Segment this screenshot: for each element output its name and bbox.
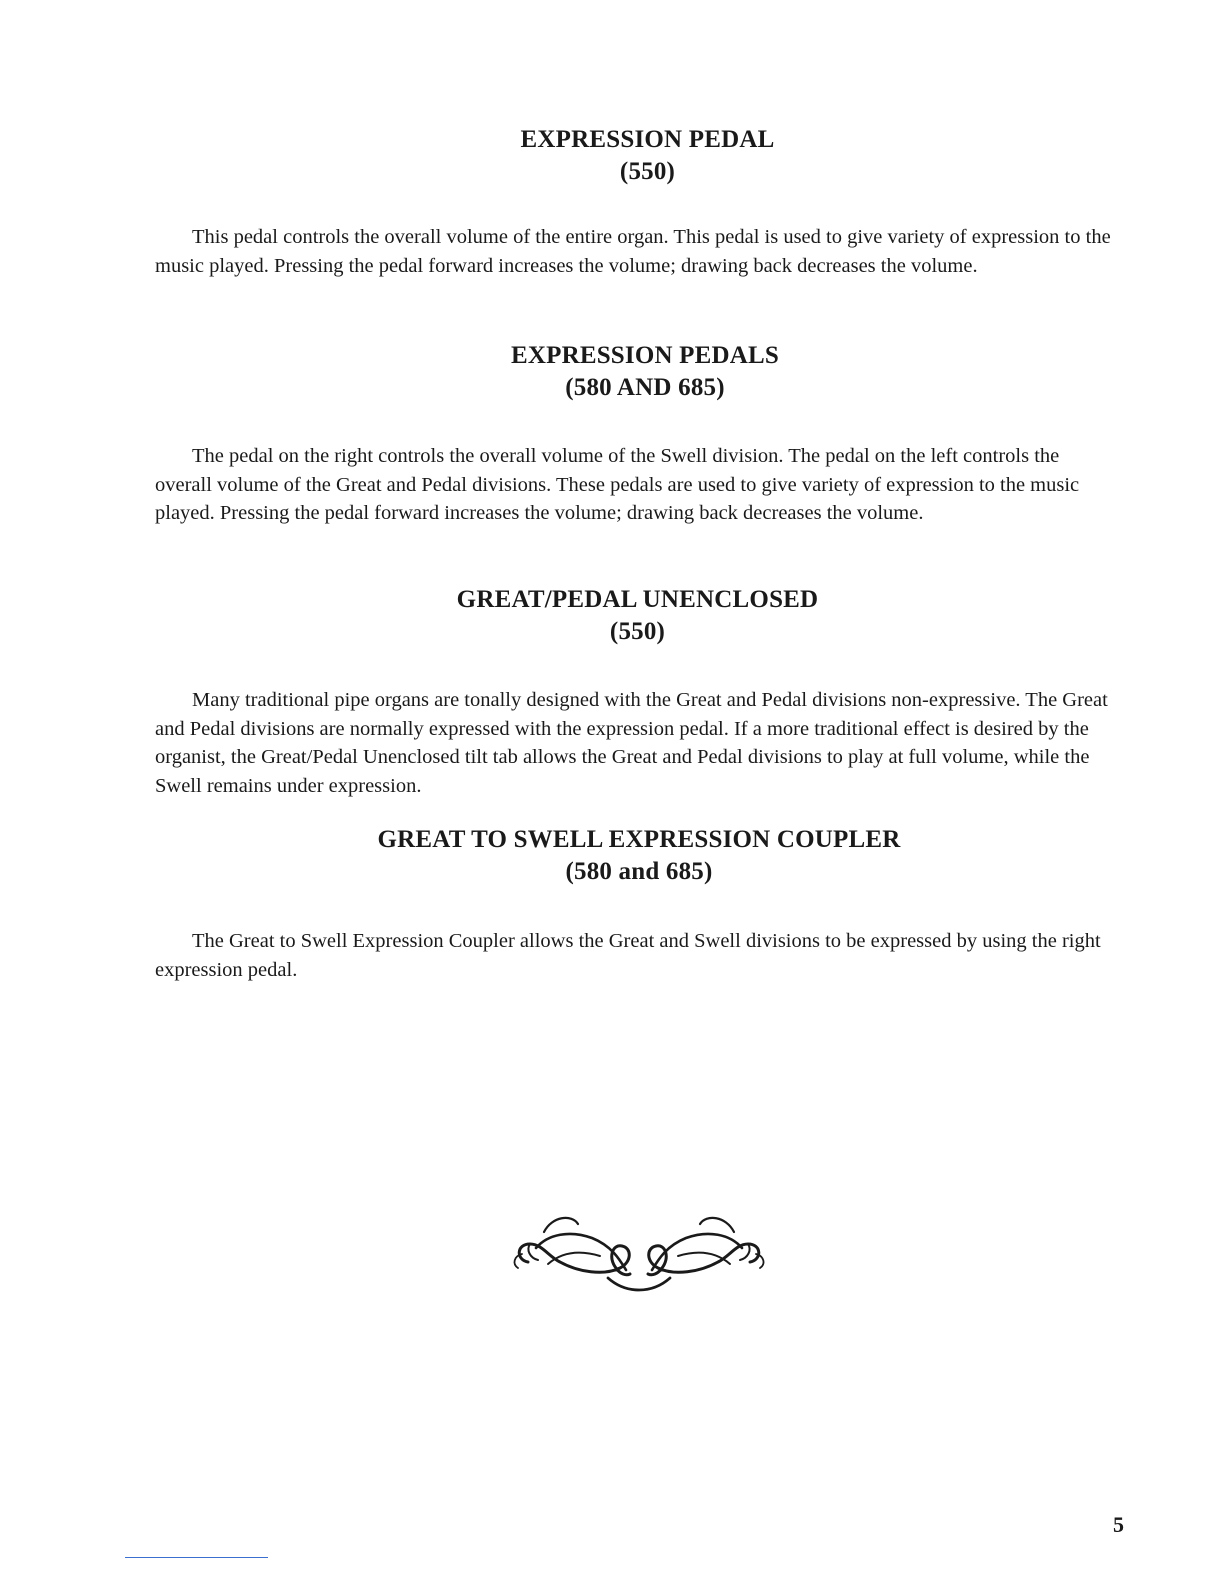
section-models: (580 AND 685)	[565, 374, 725, 401]
page-number: 5	[1113, 1512, 1124, 1537]
section-body: The pedal on the right controls the overall volume of the Swell division. The pedal on the left controls the overall volume of the Great and Pedal divisions. These pedals are used to give variety of expression to the music played. Pressing the pedal forward increases the volume; drawing back decreases the volume.	[155, 445, 1080, 524]
section-models: (550)	[619, 158, 676, 185]
scroll-flourish-icon	[508, 1204, 770, 1300]
section-heading	[160, 584, 1115, 648]
section-models: (550)	[609, 618, 666, 645]
section-models: (580 and 685)	[565, 858, 713, 885]
section-title: EXPRESSION PEDALS	[510, 342, 780, 369]
section-body: The Great to Swell Expression Coupler allows the Great and Swell divisions to be expressed by using the right expression pedal.	[155, 930, 1101, 981]
section-body: This pedal controls the overall volume of the entire organ. This pedal is used to give variety of expression to the music played. Pressing the pedal forward increases the volume; drawing back decreases the volume.	[155, 226, 1111, 277]
section-expression-pedals	[155, 340, 1115, 528]
section-heading	[175, 340, 1115, 404]
section-great-to-swell-coupler	[155, 824, 1115, 984]
section-heading	[163, 824, 1115, 888]
footer-rule	[125, 1557, 268, 1558]
section-title: EXPRESSION PEDAL	[520, 126, 775, 153]
section-body: Many traditional pipe organs are tonally designed with the Great and Pedal divisions non-expressive. The Great and Pedal divisions are normally expressed with the expression pedal. If a more traditional effect is desired by the organist, the Great/Pedal Unenclosed tilt tab allows the Great and Pedal divisions to play at full volume, while the Swell remains under expression.	[155, 689, 1108, 797]
section-great-pedal-unenclosed	[155, 584, 1115, 800]
section-title: GREAT/PEDAL UNENCLOSED	[456, 586, 819, 613]
section-expression-pedal	[155, 124, 1115, 280]
section-heading	[180, 124, 1115, 188]
section-title: GREAT TO SWELL EXPRESSION COUPLER	[377, 826, 901, 853]
